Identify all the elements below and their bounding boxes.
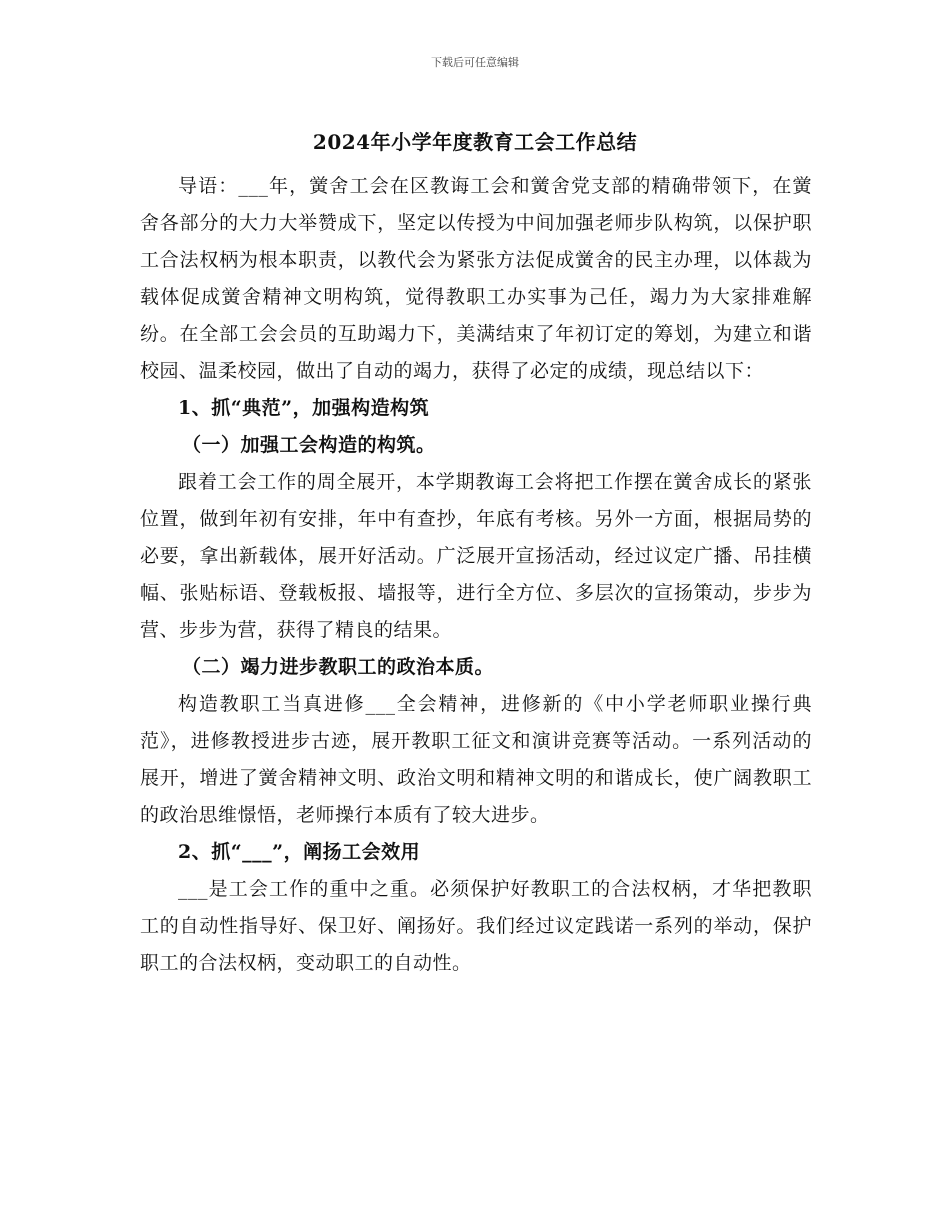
- document-title: 2024年小学年度教育工会工作总结: [312, 130, 638, 154]
- paragraph-rights: ___是工会工作的重中之重。必须保护好教职工的合法权柄，才华把教职工的自动性指导好、保卫好、阐扬好。我们经过议定践诺一系列的举动，保护职工的合法权柄，变动职工的自动性。: [140, 878, 812, 974]
- intro-paragraph: 导语：___年，黉舍工会在区教诲工会和黉舍党支部的精确带领下，在黉舍各部分的大力大举赞成下，坚定以传授为中间加强老师步队构筑，以保护职工合法权柄为根本职责，以教代会为紧张方法促成黉舍的民主办理，以体裁为载体促成黉舍精神文明构筑，觉得教职工办实事为己任，竭力为大家排难解纷。在全部工会会员的互助竭力下，美满结束了年初订定的筹划，为建立和谐校园、温柔校园，做出了自动的竭力，获得了必定的成绩，现总结以下：: [140, 175, 812, 382]
- section-heading-1: 1、抓“典范”，加强构造构筑: [178, 397, 430, 419]
- paragraph-organization: 跟着工会工作的周全展开，本学期教诲工会将把工作摆在黉舍成长的紧张位置，做到年初有安排，年中有查抄，年底有考核。另外一方面，根据局势的必要，拿出新载体，展开好活动。广泛展开宣扬活动，经过议定广播、吊挂横幅、张贴标语、登载板报、墙报等，进行全方位、多层次的宣扬策动，步步为营、步步为营，获得了精良的结果。: [140, 471, 812, 641]
- section-heading-2: 2、抓“___”，阐扬工会效用: [178, 841, 421, 863]
- subsection-heading-1: （一）加强工会构造的构筑。: [182, 434, 436, 456]
- paragraph-political-quality: 构造教职工当真进修___全会精神，进修新的《中小学老师职业操行典范》，进修教授进步古迹，展开教职工征文和演讲竞赛等活动。一系列活动的展开，增进了黉舍精神文明、政治文明和精神文明的和谐成长，使广阔教职工的政治思维憬悟，老师操行本质有了较大进步。: [140, 693, 812, 826]
- header-note: 下载后可任意编辑: [431, 56, 519, 69]
- document-body: [140, 168, 812, 982]
- subsection-heading-2: （二）竭力进步教职工的政治本质。: [182, 656, 495, 678]
